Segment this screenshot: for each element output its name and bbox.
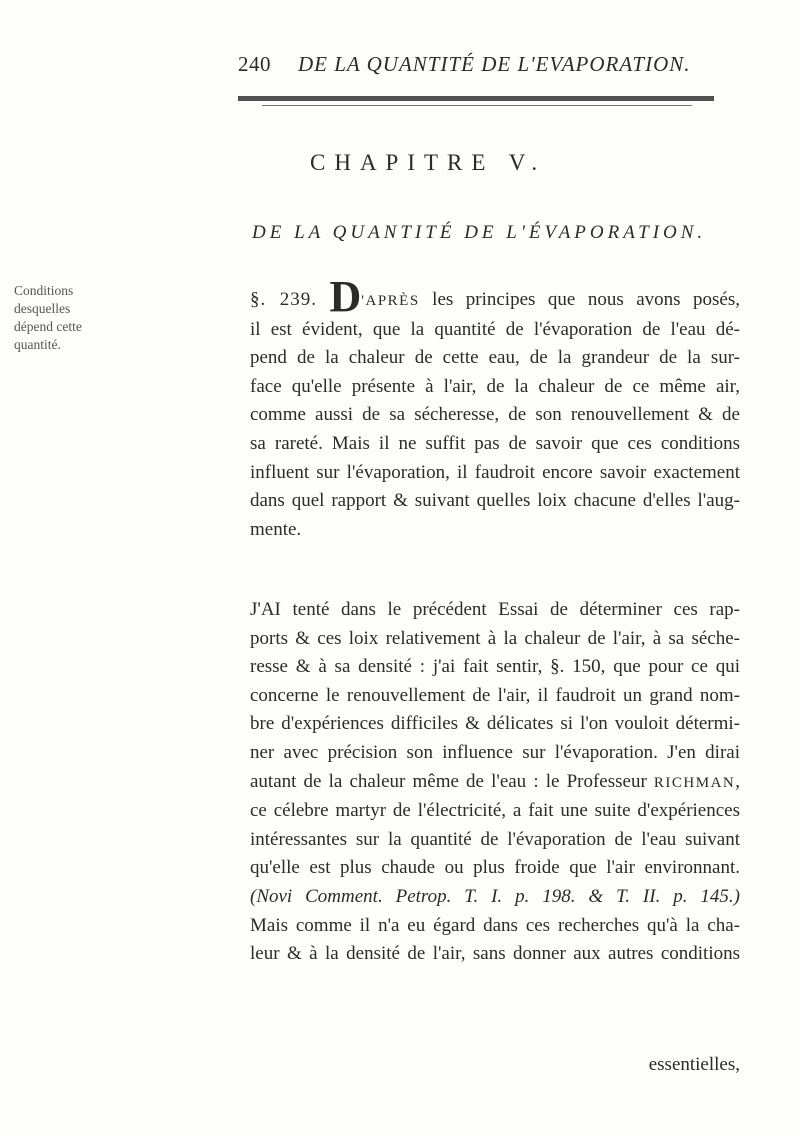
text-line: (Novi Comment. Petrop. T. I. p. 198. & T. II. p. 145.) xyxy=(250,885,740,907)
text-line: pend de la chaleur de cette eau, de la grandeur de la sur- xyxy=(250,347,740,369)
margin-note-line: Conditions xyxy=(14,283,74,298)
chapter-heading: CHAPITRE V. xyxy=(310,150,547,175)
margin-note-line: dépend cette xyxy=(14,319,82,334)
text-line: face qu'elle présente à l'air, de la chaleur de ce même air, xyxy=(250,375,740,397)
text-line: leur & à la densité de l'air, sans donner aux autres conditions xyxy=(250,943,740,965)
running-title: DE LA QUANTITÉ DE L'EVAPORATION. xyxy=(298,52,691,76)
text-line: comme aussi de sa sécheresse, de son renouvellement & de xyxy=(250,404,740,426)
text-line: sa rareté. Mais il ne suffit pas de savoir que ces conditions xyxy=(250,432,740,454)
chapter-title: DE LA QUANTITÉ DE L'ÉVAPORATION. xyxy=(252,222,707,243)
margin-note-line: quantité. xyxy=(14,337,61,352)
text-line: intéressantes sur la quantité de l'évaporation de l'eau suivant xyxy=(250,828,740,850)
text-line: Mais comme il n'a eu égard dans ces recherches qu'à la cha- xyxy=(250,914,740,936)
person-name: RICHMAN xyxy=(653,774,736,791)
text-line: bre d'expériences difficiles & délicates si l'on vouloit détermi- xyxy=(250,713,740,735)
text-line: ports & ces loix relativement à la chaleur de l'air, à sa séche- xyxy=(250,627,740,649)
margin-note-line: desquelles xyxy=(14,301,71,316)
paragraph-2 xyxy=(250,596,740,969)
section-number: §. 239. xyxy=(250,289,317,310)
text-line: il est évident, que la quantité de l'évaporation de l'eau dé- xyxy=(250,318,740,340)
first-word: 'APRÈS xyxy=(361,293,420,309)
margin-note xyxy=(14,282,104,354)
page-number: 240 xyxy=(238,52,271,76)
text-line: ce célebre martyr de l'électricité, a fait une suite d'expériences xyxy=(250,800,740,822)
text-line: ner avec précision son influence sur l'évaporation. J'en dirai xyxy=(250,741,740,763)
line-text: les principes que nous avons posés, xyxy=(432,289,741,310)
text-line: dans quel rapport & suivant quelles loix chacune d'elles l'aug- xyxy=(250,490,740,512)
text-line: concerne le renouvellement de l'air, il faudroit un grand nom- xyxy=(250,684,740,706)
thin-rule xyxy=(262,105,692,106)
ornamental-rule xyxy=(238,96,714,101)
drop-cap: D xyxy=(329,272,362,321)
text-line xyxy=(250,272,741,321)
text-line: J'AI tenté dans le précédent Essai de déterminer ces rap- xyxy=(250,599,740,620)
paragraph-1 xyxy=(250,272,741,544)
text-line: influent sur l'évaporation, il faudroit encore savoir exactement xyxy=(250,461,740,483)
text-line: mente. xyxy=(250,518,302,540)
line-text: autant de la chaleur même de l'eau : le Professeur xyxy=(250,770,647,792)
text-line: autant de la chaleur même de l'eau : le Professeur RICHMAN, xyxy=(250,770,741,792)
running-head xyxy=(238,52,718,82)
text-line: qu'elle est plus chaude ou plus froide que l'air environnant. xyxy=(250,857,740,879)
catchword: essentielles, xyxy=(648,1054,740,1075)
text-line: resse & à sa densité : j'ai fait sentir, §. 150, que pour ce qui xyxy=(250,656,740,678)
